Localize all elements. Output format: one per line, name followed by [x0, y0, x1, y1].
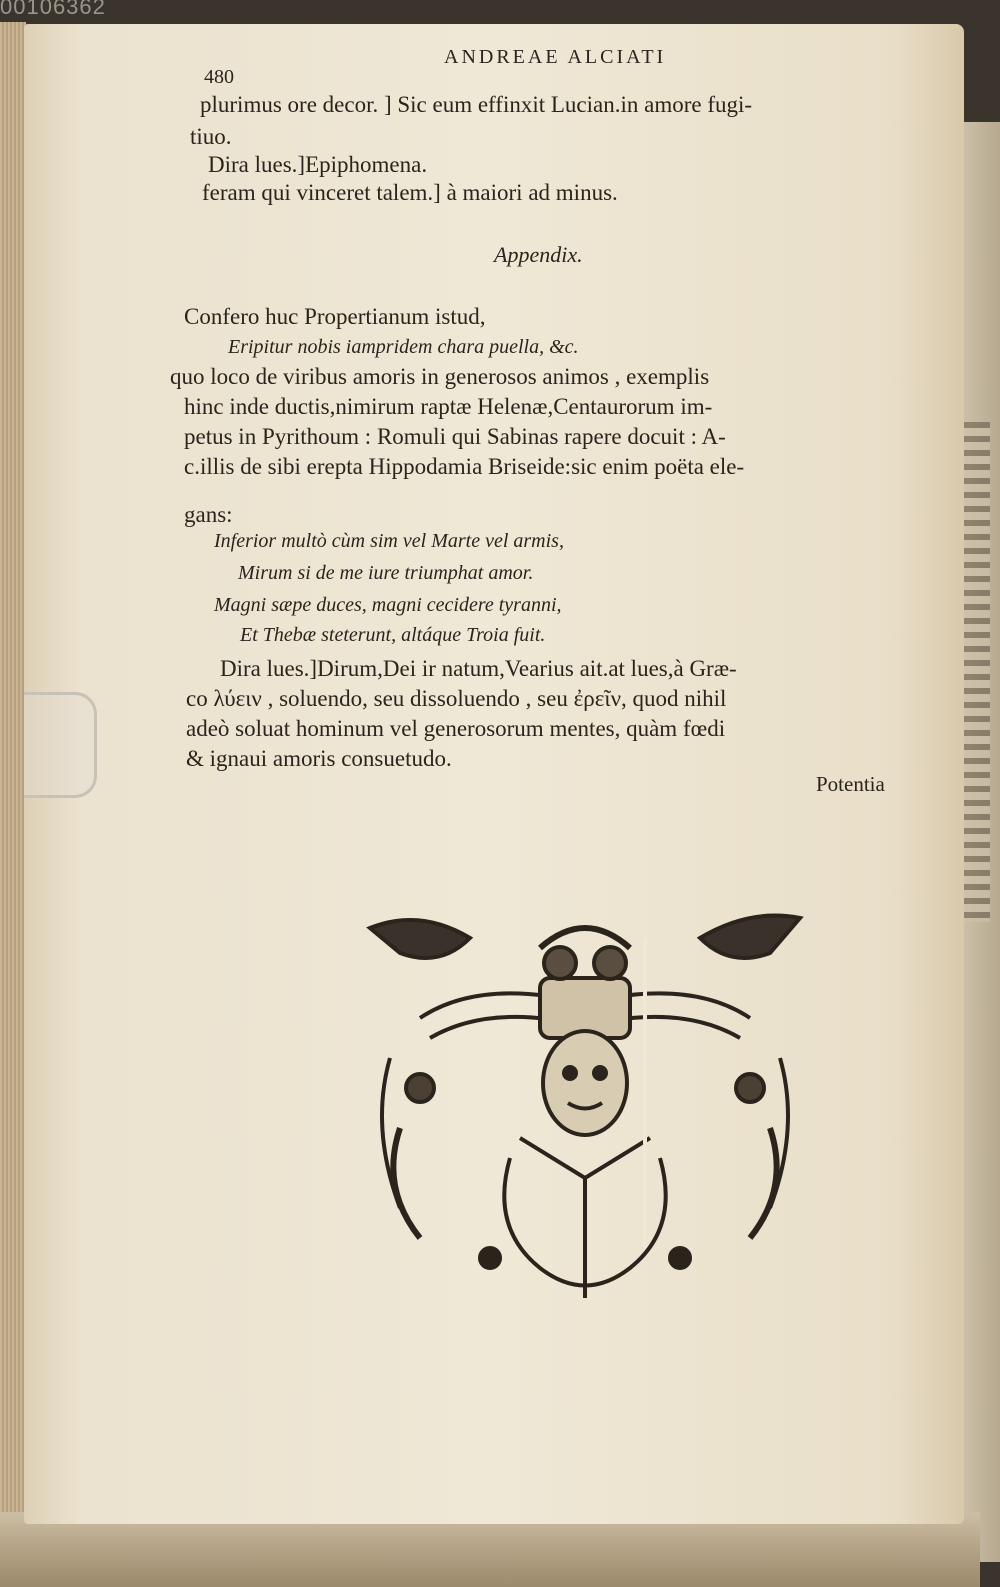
facing-page-ornament: [964, 422, 990, 922]
woodcut-ornament: [360, 908, 810, 1313]
text-line: c.illis de sibi erepta Hippodamia Briseide:sic enim poëta ele-: [184, 454, 745, 479]
running-header: ANDREAE ALCIATI: [444, 46, 667, 68]
text-line: quo loco de viribus amoris in generosos animos , exemplis: [170, 364, 710, 389]
text-line: tiuo.: [190, 124, 232, 149]
text-line: Dira lues.]Epiphomena.: [208, 152, 428, 177]
verse-line: Inferior multò cùm sim vel Marte vel armis,: [214, 530, 564, 552]
text-line: Confero huc Propertianum istud,: [184, 304, 486, 329]
text-line: feram qui vinceret talem.] à maiori ad minus.: [202, 180, 618, 205]
page-number: 480: [204, 66, 234, 88]
appendix-heading: Appendix.: [494, 242, 583, 267]
text-line: petus in Pyrithoum : Romuli qui Sabinas rapere docuit : A-: [184, 424, 726, 449]
book-spread: [0, 22, 1000, 1587]
text-line: hinc inde ductis,nimirum raptæ Helenæ,Centaurorum im-: [184, 394, 713, 419]
verse-line: Magni sæpe duces, magni cecidere tyranni,: [214, 594, 562, 616]
scan-id: 00106362: [0, 0, 106, 19]
text-line: & ignaui amoris consuetudo.: [186, 746, 452, 771]
book-fore-edge-left: [0, 22, 26, 1562]
text-line: co λύειν , soluendo, seu dissoluendo , seu ἐρεῖν, quod nihil: [186, 686, 727, 711]
text-line: plurimus ore decor. ] Sic eum effinxit Lucian.in amore fugi-: [200, 92, 753, 117]
verse-line: Et Thebæ steterunt, altáque Troia fuit.: [240, 624, 546, 646]
verse-line: Mirum si de me iure triumphat amor.: [238, 562, 534, 584]
paper-clip: [24, 692, 97, 798]
catchword: Potentia: [816, 772, 885, 796]
text-line: adeò soluat hominum vel generosorum mentes, quàm fœdi: [186, 716, 726, 741]
verse-line: Eripitur nobis iampridem chara puella, &c.: [228, 336, 579, 358]
page: [24, 24, 964, 1524]
text-line: gans:: [184, 502, 233, 527]
text-line: Dira lues.]Dirum,Dei ir natum,Vearius ait.at lues,à Græ-: [220, 656, 737, 681]
